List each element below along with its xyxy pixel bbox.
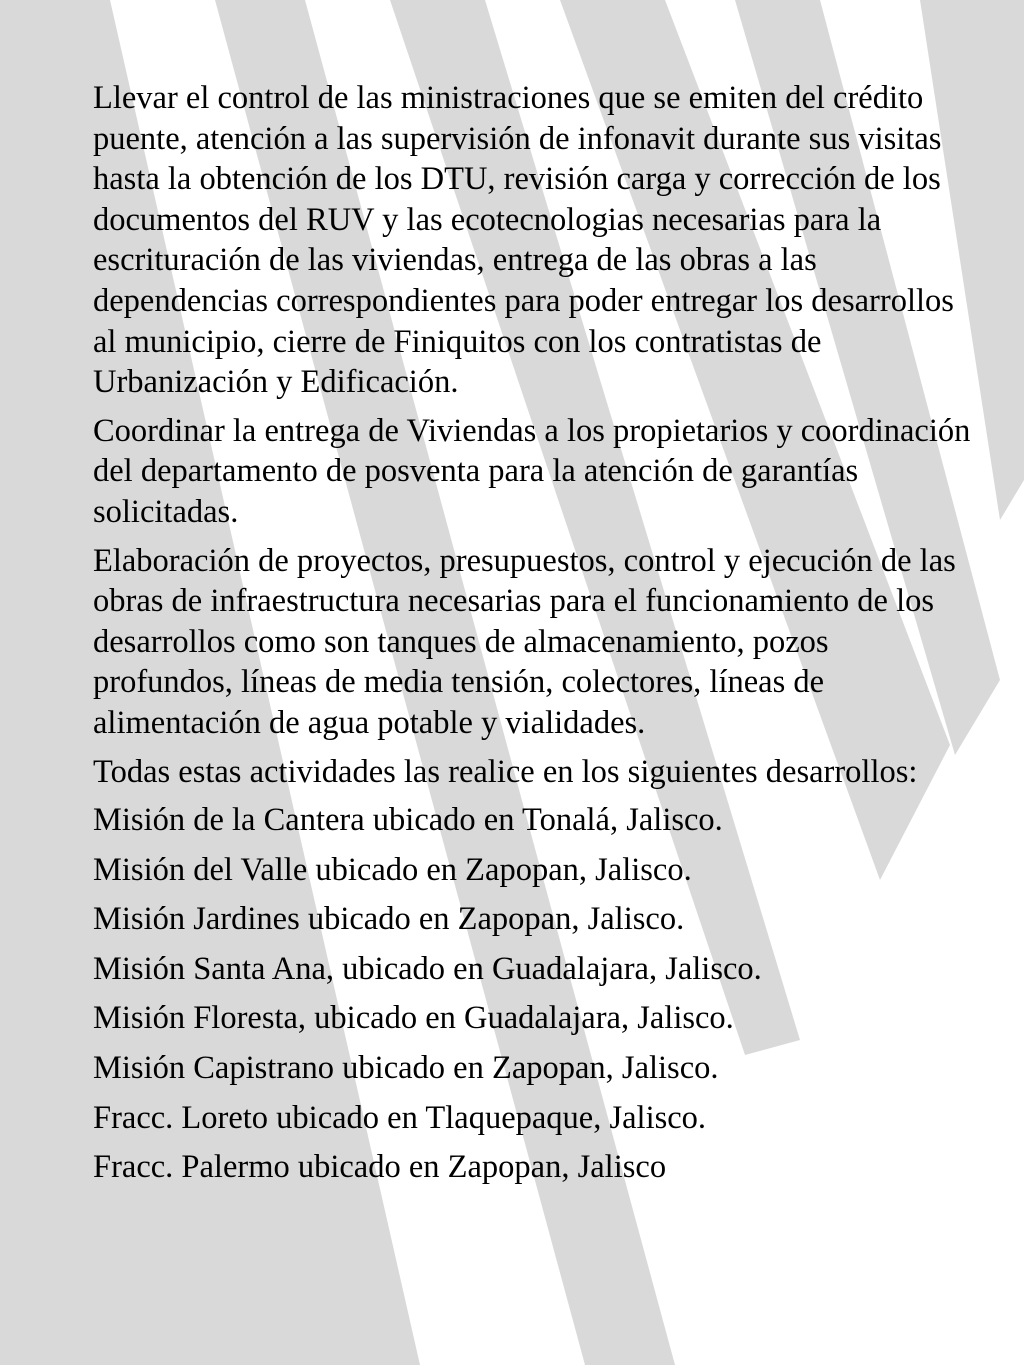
list-item: Misión Capistrano ubicado en Zapopan, Jalisco. [93, 1050, 719, 1087]
list-item: Misión Jardines ubicado en Zapopan, Jalisco. [93, 901, 685, 938]
list-item: Misión de la Cantera ubicado en Tonalá, Jalisco. [93, 802, 723, 839]
list-item: Misión Floresta, ubicado en Guadalajara, Jalisco. [93, 1000, 734, 1037]
text-body [93, 78, 973, 1197]
paragraph-housing-delivery: Coordinar la entrega de Viviendas a los propietarios y coordinación del departamento de posventa para la atención de garantías solicitadas. [93, 412, 971, 530]
list-item: Fracc. Loreto ubicado en Tlaquepaque, Jalisco. [93, 1099, 707, 1136]
list-item: Misión del Valle ubicado en Zapopan, Jalisco. [93, 851, 692, 888]
paragraph-developments-intro: Todas estas actividades las realice en los siguientes desarrollos: [93, 753, 918, 790]
paragraph-infrastructure: Elaboración de proyectos, presupuestos, control y ejecución de las obras de infraestructura necesarias para el funcionamiento de los desarrollos como son tanques de almacenamiento, pozos profundos, líneas de media tensión, colectores, líneas de alimentación de agua potable y vialidades. [93, 542, 956, 741]
list-item: Misión Santa Ana, ubicado en Guadalajara, Jalisco. [93, 950, 762, 987]
list-item: Fracc. Palermo ubicado en Zapopan, Jalisco [93, 1149, 667, 1186]
paragraph-credit-control: Llevar el control de las ministraciones que se emiten del crédito puente, atención a las supervisión de infonavit durante sus visitas hasta la obtención de los DTU, revisión carga y corrección de los documentos del RUV y las ecotecnologias necesarias para la escrituración de las viviendas, entrega de las obras a las dependencias correspondientes para poder entregar los desarrollos al municipio, cierre de Finiquitos con los contratistas de Urbanización y Edificación. [93, 80, 954, 401]
developments-list [93, 800, 973, 1188]
